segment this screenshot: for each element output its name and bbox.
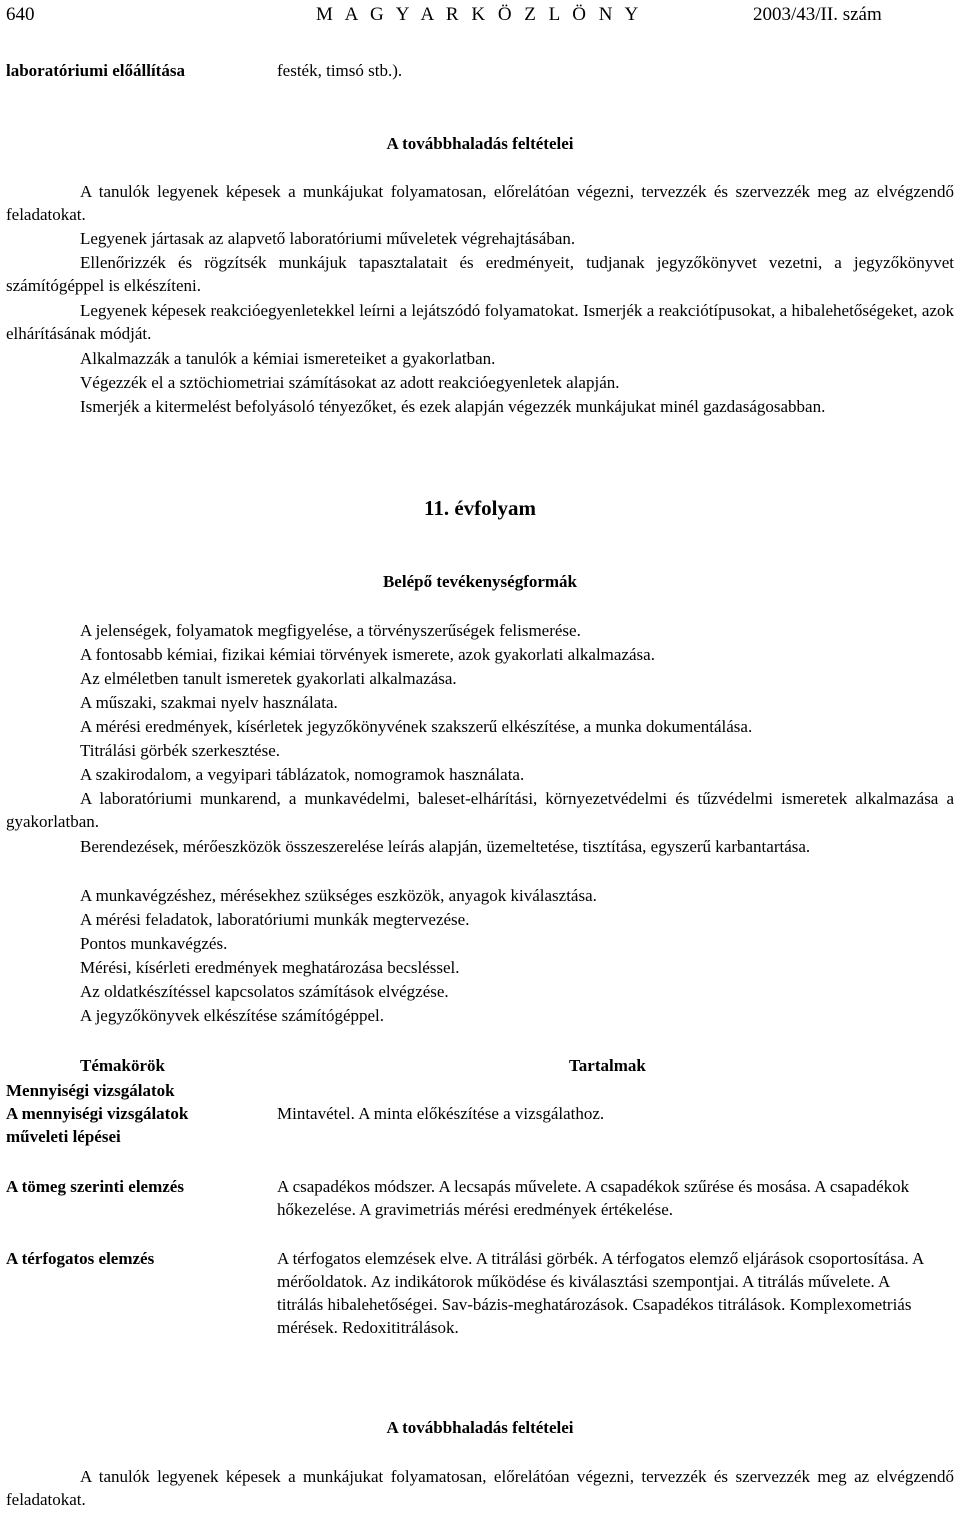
progress-paragraph-5: Alkalmazzák a tanulók a kémiai ismereteiket a gyakorlatban. (80, 349, 496, 368)
activity-item: Az oldatkészítéssel kapcsolatos számítások elvégzése. (80, 982, 449, 1001)
progress-paragraph-1: A tanulók legyenek képesek a munkájukat folyamatosan, előrelátóan végezni, tervezzék és szervezzék meg az elvégzendő feladatokat. (6, 182, 954, 224)
issue-label: 2003/43/II. szám (753, 4, 882, 25)
activity-item: Mérési, kísérleti eredmények meghatározása becsléssel. (80, 958, 460, 977)
activity-item: Titrálási görbék szerkesztése. (80, 741, 281, 760)
page-number: 640 (6, 4, 35, 25)
progress-paragraph-2: Legyenek jártasak az alapvető laboratóriumi műveletek végrehajtásában. (80, 229, 576, 248)
activity-item: A laboratóriumi munkarend, a munkavédelmi, baleset-elhárítási, környezetvédelmi és tűzvédelmi ismeretek alkalmazása a gyakorlatban. (6, 789, 954, 831)
table-row-topic: A térfogatos elemzés (6, 1249, 155, 1268)
section-heading-progress-2: A továbbhaladás feltételei (386, 1418, 574, 1437)
activity-item: Berendezések, mérőeszközök összeszerelése leírás alapján, üzemeltetése, tisztítása, egyszerű karbantartása. (80, 837, 811, 856)
progress-paragraph-6: Végezzék el a sztöchiometriai számításokat az adott reakcióegyenletek alapján. (80, 373, 620, 392)
activity-item: A jegyzőkönyvek elkészítése számítógéppel. (80, 1006, 385, 1025)
progress-paragraph-final: A tanulók legyenek képesek a munkájukat folyamatosan, előrelátóan végezni, tervezzék és szervezzék meg az elvégzendő feladatokat. (6, 1467, 954, 1509)
activity-item: A munkavégzéshez, mérésekhez szükséges eszközök, anyagok kiválasztása. (80, 886, 597, 905)
table-group-title: Mennyiségi vizsgálatok (6, 1081, 175, 1100)
activity-item: A fontosabb kémiai, fizikai kémiai törvények ismerete, azok gyakorlati alkalmazása. (80, 645, 655, 664)
table-row-content: A csapadékos módszer. A lecsapás művelete. A csapadékok szűrése és mosása. A csapadékok hőkezelése. A gravimetriás mérési eredmények értékelése. (277, 1177, 910, 1219)
grade-title: 11. évfolyam (424, 496, 536, 520)
progress-paragraph-3: Ellenőrizzék és rögzítsék munkájuk tapasztalatait és eredményeit, tudjanak jegyzőkönyvet vezetni, a jegyzőkönyvet számítógéppel is elkészíteni. (6, 253, 954, 295)
activity-item: A mérési eredmények, kísérletek jegyzőkönyvének szakszerű elkészítése, a munka dokumentálása. (80, 717, 753, 736)
top-row-left: laboratóriumi előállítása (6, 61, 185, 80)
section-heading-progress: A továbbhaladás feltételei (386, 134, 574, 153)
journal-title: M A G Y A R K Ö Z L Ö N Y (316, 4, 643, 25)
activity-item: A jelenségek, folyamatok megfigyelése, a törvényszerűségek felismerése. (80, 621, 581, 640)
table-row-content: A térfogatos elemzések elve. A titrálási görbék. A térfogatos elemző eljárások csoportosítása. A mérőoldatok. Az indikátorok működése és kiválasztási szempontjai. A titrálás művelete. A titrálás hibalehetőségei. Sav-bázis-meghatározások. Csapadékos titrálások. Komplexometriás mérések. Redoxititrálások. (277, 1249, 924, 1337)
activity-item: Pontos munkavégzés. (80, 934, 228, 953)
activity-item: A műszaki, szakmai nyelv használata. (80, 693, 338, 712)
table-row-topic: A tömeg szerinti elemzés (6, 1177, 184, 1196)
table-header-contents: Tartalmak (569, 1056, 646, 1075)
table-header-topics: Témakörök (80, 1056, 165, 1075)
activity-item: A szakirodalom, a vegyipari táblázatok, nomogramok használata. (80, 765, 525, 784)
progress-paragraph-7: Ismerjék a kitermelést befolyásoló tényezőket, és ezek alapján végezzék munkájukat minél gazdaságosabban. (80, 397, 826, 416)
top-row-right: festék, timsó stb.). (277, 61, 403, 80)
table-row-content: Mintavétel. A minta előkészítése a vizsgálathoz. (277, 1104, 605, 1123)
table-row-topic: A mennyiségi vizsgálatok műveleti lépései (6, 1104, 189, 1146)
progress-paragraph-4: Legyenek képesek reakcióegyenletekkel leírni a lejátszódó folyamatokat. Ismerjék a reakciótípusokat, a hibalehetőségeket, azok elhárításának módját. (6, 301, 954, 343)
activity-item: Az elméletben tanult ismeretek gyakorlati alkalmazása. (80, 669, 457, 688)
entry-activities-heading: Belépő tevékenységformák (382, 572, 578, 591)
activity-item: A mérési feladatok, laboratóriumi munkák megtervezése. (80, 910, 470, 929)
